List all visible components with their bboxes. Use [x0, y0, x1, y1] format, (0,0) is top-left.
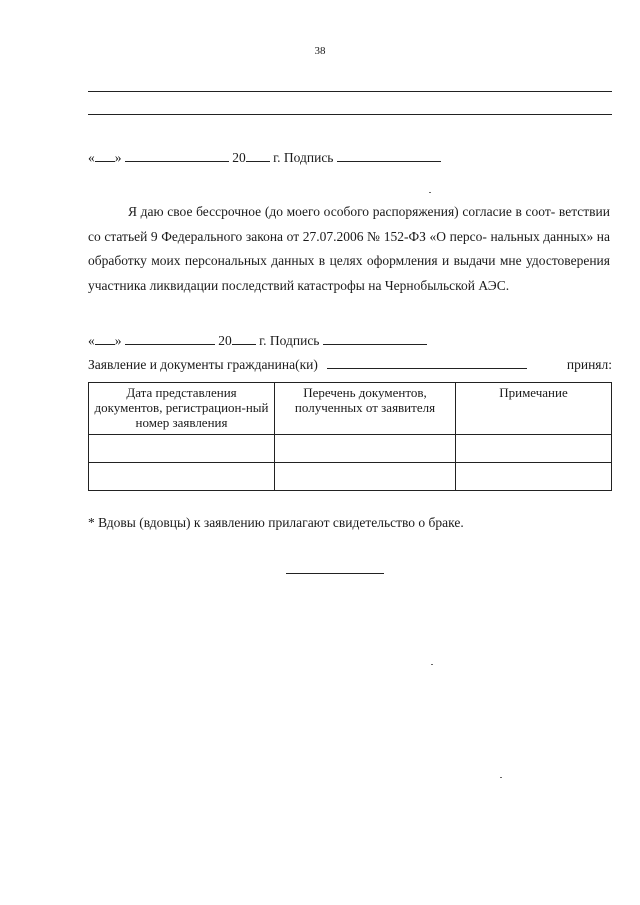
received-line: [88, 357, 612, 373]
scan-speck: [500, 777, 502, 778]
date-open-quote: «: [88, 150, 95, 165]
table-cell: [275, 463, 456, 491]
month-blank: [125, 150, 229, 162]
end-of-document-rule: [286, 573, 384, 574]
scan-speck: [431, 664, 433, 665]
scan-speck: [429, 192, 431, 193]
received-prefix: Заявление и документы гражданина(ки): [88, 357, 318, 372]
header-submission-date: Дата представления документов, регистрацион-ный номер заявления: [89, 383, 275, 435]
header-note: Примечание: [456, 383, 612, 435]
year-blank: [246, 150, 270, 162]
signature-blank: [337, 150, 441, 162]
day-blank: [95, 150, 115, 162]
table-header-row: [89, 383, 612, 435]
month-blank: [125, 333, 215, 345]
consent-paragraph: [88, 200, 610, 298]
signature-blank: [323, 333, 427, 345]
year-prefix: 20: [218, 333, 232, 348]
signature-line-1: [88, 150, 441, 166]
date-open-quote: «: [88, 333, 95, 348]
signature-line-2: [88, 333, 427, 349]
table-cell: [89, 435, 275, 463]
table-cell: [275, 435, 456, 463]
table-cell: [456, 435, 612, 463]
footnote: * Вдовы (вдовцы) к заявлению прилагают свидетельство о браке.: [88, 515, 464, 530]
signature-label: г. Подпись: [259, 333, 320, 348]
consent-line: нальных данных» на обработку моих персональных данных в целях оформления: [88, 228, 611, 268]
table-row: [89, 463, 612, 491]
consent-line: ветствии со статьей 9 Федерального закона от 27.07.2006 № 152-ФЗ «О персо-: [88, 204, 610, 244]
received-suffix: принял:: [566, 357, 612, 372]
consent-line: Я даю свое бессрочное (до моего особого распоряжения) согласие в соот-: [128, 204, 556, 219]
year-prefix: 20: [232, 150, 246, 165]
documents-table: [88, 382, 612, 491]
header-documents-list: Перечень документов, полученных от заявителя: [275, 383, 456, 435]
blank-line-2: [88, 114, 612, 115]
table-cell: [89, 463, 275, 491]
consent-line: Чернобыльской АЭС.: [384, 277, 510, 293]
consent-line: и выдачи мне удостоверения участника ликвидации последствий катастрофы на: [88, 253, 610, 293]
year-blank: [232, 333, 256, 345]
citizen-name-blank: [327, 357, 527, 369]
date-close-quote: »: [114, 150, 122, 165]
blank-line-1: [88, 91, 612, 92]
signature-label: г. Подпись: [273, 150, 334, 165]
date-close-quote: »: [114, 333, 122, 348]
table-row: [89, 435, 612, 463]
table-cell: [456, 463, 612, 491]
day-blank: [95, 333, 115, 345]
page-number: 38: [314, 45, 326, 57]
